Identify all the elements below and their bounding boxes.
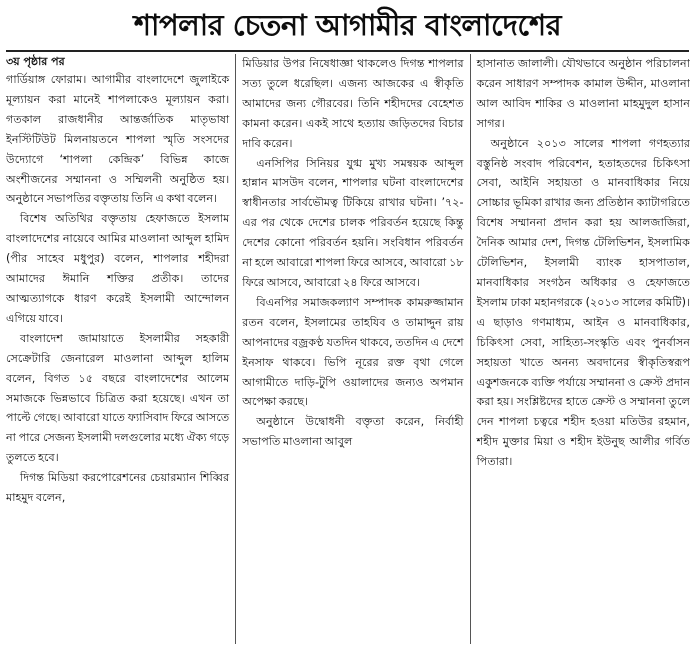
headline: শাপলার চেতনা আগামীর বাংলাদেশের xyxy=(133,8,562,42)
paragraph: বিশেষ অতিথির বক্তৃতায় হেফাজতে ইসলাম বাংলাদেশের নায়েবে আমির মাওলানা আব্দুল হামিদ (পীর সাহেব মধুপুর) বলেন, শাপলার শহীদরা আমাদের ঈমানি শক্তির প্রতীক। তাদের আত্মত্যাগকে ধারণ করেই ইসলামী আন্দোলন এগিয়ে যাবে। xyxy=(6,212,230,325)
column-2 xyxy=(236,54,469,644)
column-1 xyxy=(6,54,235,644)
jump-label: ৩য় পৃষ্ঠার পর xyxy=(6,55,65,68)
headline-rule xyxy=(6,50,689,52)
paragraph: অনুষ্ঠানে ২০১৩ সালের শাপলা গণহত্যার বস্তুনিষ্ঠ সংবাদ পরিবেশন, হতাহতদের চিকিৎসা সেবা, আইনি সহায়তা ও মানবাধিকার নিয়ে সোচ্চার ভূমিকা রাখার জন্য প্রতিষ্ঠান ক্যাটাগরিতে বিশেষ সম্মাননা প্রদান করা হয় আলজাজিরা, দৈনিক আমার দেশ, দিগন্ত টেলিভিশন, ইসলামিক টেলিভিশন, ইসলামী ব্যাংক হাসপাতাল, মানবাধিকার সংগঠন অধিকার ও হেফাজতে ইসলাম ঢাকা মহানগরকে (২০১৩ সালের কমিটি)। এ ছাড়াও গণমাধ্যম, আইন ও মানবাধিকার, চিকিৎসা সেবা, সাহিত্য-সংস্কৃতি এবং পুনর্বাসন সহায়তা খাতে অনন্য অবদানের স্বীকৃতিস্বরূপ একুশজনকে ব্যক্তি পর্যায়ে সম্মাননা ও ক্রেস্ট প্রদান করা হয়। সংশ্লিষ্টদের হাতে ক্রেস্ট ও সম্মাননা তুলে দেন শাপলা চত্বরে শহীদ হওয়া মতিউর রহমান, শহীদ মুক্তার মিয়া ও শহীদ ইউনুছ আলীর গর্বিত পিতারা। xyxy=(476,136,690,469)
paragraph: গার্ডিয়াঙ্গ ফোরাম। আগামীর বাংলাদেশে জুলাইকে মূল্যায়ন করা মানেই শাপলাকেও মূল্যায়ন করা। গতকাল রাজধানীর আন্তর্জাতিক মাতৃভাষা ইনস্টিটিউট মিলনায়তনে শাপলা স্মৃতি সংসদের উদ্যোগে ‘শাপলা কেন্দ্রিক’ বিভিন্ন কাজে অংশীজনের সম্মাননা ও সম্মিলনী অনুষ্ঠিত হয়। অনুষ্ঠানে সভাপতির বক্তৃতায় তিনি এ কথা বলেন। xyxy=(6,73,230,206)
paragraph: বিএনপির সমাজকল্যাণ সম্পাদক কামরুজ্জামান রতন বলেন, ইসলামের তাহযিব ও তামাদ্দুন রায় আপনাদের বজ্রকণ্ঠ যতদিন থাকবে, ততদিন এ দেশে ইনসাফ থাকবে। ভিপি নূরের রক্ত বৃথা গেলে আগামীতে দাড়ি-টুপি ওয়ালাদের জন্যও অপমান অপেক্ষা করছে। xyxy=(242,295,464,409)
paragraph: বাংলাদেশ জামায়াতে ইসলামীর সহকারী সেক্রেটারি জেনারেল মাওলানা আব্দুল হালিম বলেন, বিগত ১৫ বছরে বাংলাদেশের আলেম সমাজকে ভিন্নভাবে চিত্রিত করা হয়েছে। এখন তা পাল্টে গেছে। আবারো যাতে ফ্যাসিবাদ ফিরে আসতে না পারে সেজন্য ইসলামী দলগুলোর মধ্যে ঐক্য গড়ে তুলতে হবে। xyxy=(6,331,230,465)
paragraph: মিডিয়ার উপর নিষেধাজ্ঞা থাকলেও দিগন্ত শাপলার সত্য তুলে ধরেছিল। এজন্য আজকের এ স্বীকৃতি আমাদের জন্য গৌরবের। তিনি শহীদদের বেহেশত কামনা করেন। একই সাথে হত্যায় জড়িতদের বিচার দাবি করেন। xyxy=(242,57,464,150)
column-3 xyxy=(471,54,690,644)
paragraph: এনসিপির সিনিয়র যুগ্ম মুখ্য সমন্বয়ক আব্দুল হান্নান মাসউদ বলেন, শাপলার ঘটনা বাংলাদেশের স্বাধীনতার সার্বভৌমত্ব টিকিয়ে রাখার ঘটনা। ’৭২-এর পর থেকে দেশের চালক পরিবর্তন হয়েছে কিন্তু দেশের কোনো পরিবর্তন হয়নি। সংবিধান পরিবর্তন না হলে আবারো শাপলা ফিরে আসবে, আবারো ১৮ ফিরে আসবে, আবারো ২৪ ফিরে আসবে। xyxy=(242,156,464,289)
article-body xyxy=(6,54,690,644)
paragraph: অনুষ্ঠানে উদ্বোধনী বক্তৃতা করেন, নির্বাহী সভাপতি মাওলানা আবুল xyxy=(242,415,464,449)
paragraph: হাসানাত জালালী। যৌথভাবে অনুষ্ঠান পরিচালনা করেন সাধারণ সম্পাদক কামাল উদ্দীন, মাওলানা আল আবিদ শাকির ও মাওলানা মাহমুদুল হাসান সাগর। xyxy=(476,57,690,130)
paragraph: দিগন্ত মিডিয়া করপোরেশনের চেয়ারম্যান শিব্বির মাহমুদ বলেন, xyxy=(6,471,230,505)
